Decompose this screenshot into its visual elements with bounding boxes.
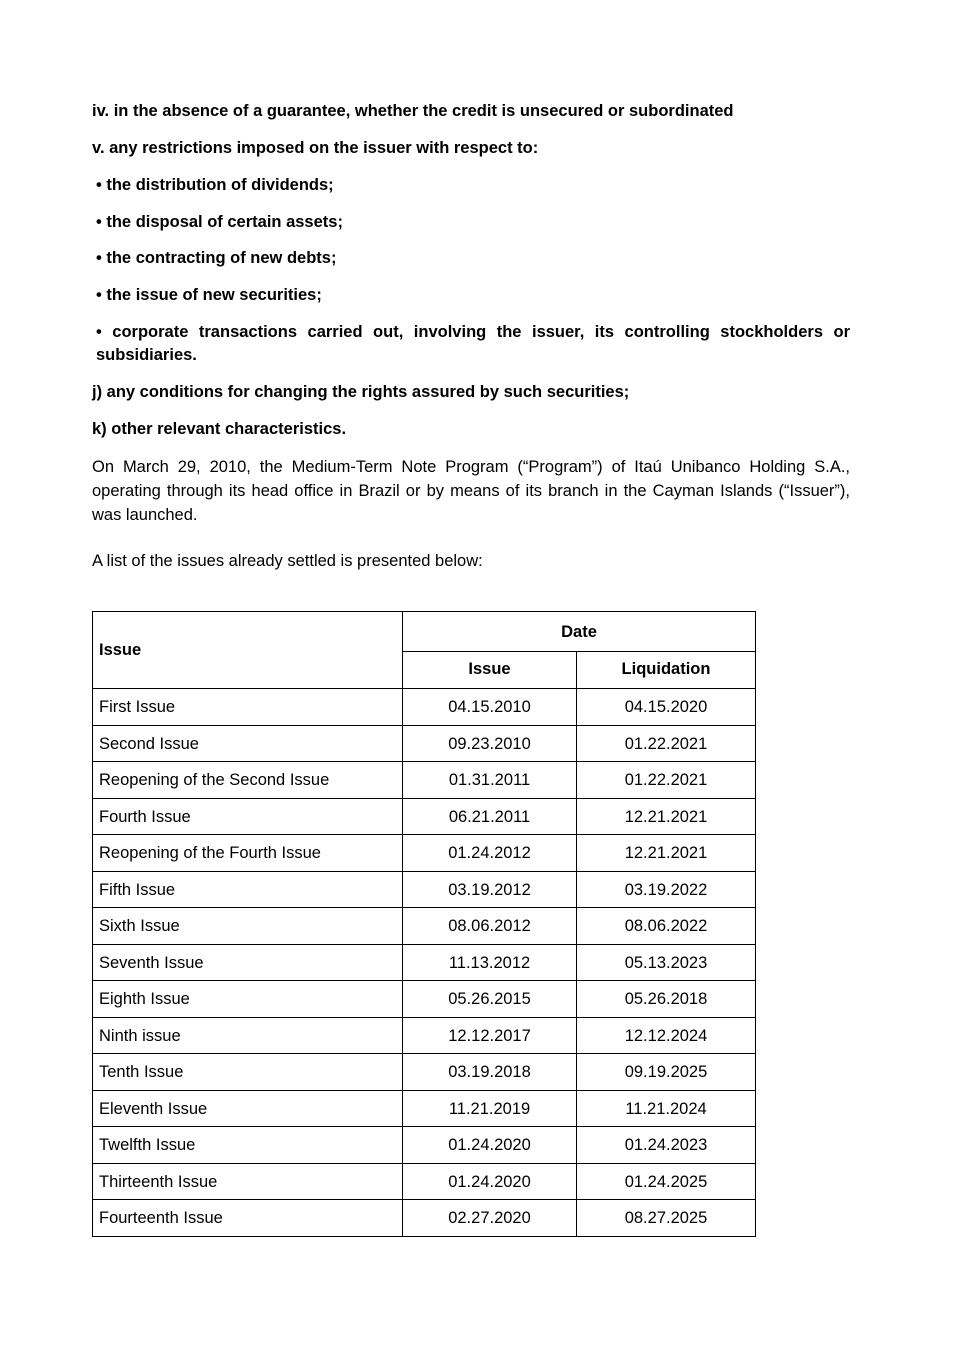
item-k: k) other relevant characteristics. <box>92 420 347 438</box>
table-row <box>93 1090 756 1127</box>
issue-date-cell: 03.19.2012 <box>403 871 577 908</box>
liquidation-date-cell: 12.21.2021 <box>577 835 756 872</box>
liquidation-date-cell: 04.15.2020 <box>577 689 756 726</box>
issue-name-cell: Eighth Issue <box>93 981 403 1018</box>
issue-name-cell: Fifth Issue <box>93 871 403 908</box>
issue-name-cell: Thirteenth Issue <box>93 1163 403 1200</box>
header-issue: Issue <box>93 612 403 689</box>
table-row <box>93 835 756 872</box>
liquidation-date-cell: 11.21.2024 <box>577 1090 756 1127</box>
list-intro: A list of the issues already settled is presented below: <box>92 552 483 570</box>
table-row <box>93 1163 756 1200</box>
table-row <box>93 871 756 908</box>
issue-date-cell: 03.19.2018 <box>403 1054 577 1091</box>
item-v: v. any restrictions imposed on the issuer with respect to: <box>92 139 539 157</box>
issue-date-cell: 01.24.2012 <box>403 835 577 872</box>
issue-date-cell: 01.24.2020 <box>403 1127 577 1164</box>
header-date: Date <box>403 612 756 652</box>
liquidation-date-cell: 03.19.2022 <box>577 871 756 908</box>
issue-name-cell: Reopening of the Fourth Issue <box>93 835 403 872</box>
liquidation-date-cell: 01.22.2021 <box>577 762 756 799</box>
table-row <box>93 725 756 762</box>
liquidation-date-cell: 09.19.2025 <box>577 1054 756 1091</box>
issue-name-cell: Sixth Issue <box>93 908 403 945</box>
issue-date-cell: 06.21.2011 <box>403 798 577 835</box>
liquidation-date-cell: 08.06.2022 <box>577 908 756 945</box>
issue-name-cell: Ninth issue <box>93 1017 403 1054</box>
issue-date-cell: 04.15.2010 <box>403 689 577 726</box>
table-row <box>93 798 756 835</box>
bullet-assets: • the disposal of certain assets; <box>96 213 343 231</box>
issue-name-cell: Seventh Issue <box>93 944 403 981</box>
header-date-issue: Issue <box>403 651 577 689</box>
liquidation-date-cell: 12.21.2021 <box>577 798 756 835</box>
table-body <box>93 689 756 1237</box>
liquidation-date-cell: 05.13.2023 <box>577 944 756 981</box>
table-row <box>93 1017 756 1054</box>
item-j: j) any conditions for changing the rights assured by such securities; <box>92 383 630 401</box>
issue-date-cell: 01.24.2020 <box>403 1163 577 1200</box>
table-row <box>93 981 756 1018</box>
bullet-corporate: • corporate transactions carried out, involving the issuer, its controlling stockholders or subsidiaries. <box>96 323 850 364</box>
issue-date-cell: 09.23.2010 <box>403 725 577 762</box>
liquidation-date-cell: 05.26.2018 <box>577 981 756 1018</box>
issue-name-cell: Second Issue <box>93 725 403 762</box>
issues-table <box>92 611 756 1237</box>
liquidation-date-cell: 01.24.2025 <box>577 1163 756 1200</box>
issue-date-cell: 11.21.2019 <box>403 1090 577 1127</box>
table-header-row <box>93 612 756 652</box>
liquidation-date-cell: 01.24.2023 <box>577 1127 756 1164</box>
item-iv: iv. in the absence of a guarantee, whether the credit is unsecured or subordinated <box>92 102 734 120</box>
liquidation-date-cell: 08.27.2025 <box>577 1200 756 1237</box>
table-row <box>93 908 756 945</box>
bullet-debts: • the contracting of new debts; <box>96 249 337 267</box>
issue-name-cell: Fourth Issue <box>93 798 403 835</box>
issue-date-cell: 05.26.2015 <box>403 981 577 1018</box>
issue-name-cell: Twelfth Issue <box>93 1127 403 1164</box>
issue-date-cell: 02.27.2020 <box>403 1200 577 1237</box>
table-row <box>93 762 756 799</box>
table-row <box>93 689 756 726</box>
program-paragraph: On March 29, 2010, the Medium-Term Note Program (“Program”) of Itaú Unibanco Holding S.A., operating through its head office in Brazil or by means of its branch in the Cayman Islands (“Issuer”), was launched. <box>92 458 850 524</box>
header-date-liquidation: Liquidation <box>577 651 756 689</box>
table-row <box>93 944 756 981</box>
issue-name-cell: Fourteenth Issue <box>93 1200 403 1237</box>
issue-date-cell: 08.06.2012 <box>403 908 577 945</box>
liquidation-date-cell: 12.12.2024 <box>577 1017 756 1054</box>
liquidation-date-cell: 01.22.2021 <box>577 725 756 762</box>
issue-name-cell: First Issue <box>93 689 403 726</box>
table-row <box>93 1054 756 1091</box>
issue-name-cell: Eleventh Issue <box>93 1090 403 1127</box>
bullet-dividends: • the distribution of dividends; <box>96 176 334 194</box>
table-row <box>93 1127 756 1164</box>
issue-date-cell: 11.13.2012 <box>403 944 577 981</box>
issue-name-cell: Tenth Issue <box>93 1054 403 1091</box>
issue-date-cell: 01.31.2011 <box>403 762 577 799</box>
issue-date-cell: 12.12.2017 <box>403 1017 577 1054</box>
issue-name-cell: Reopening of the Second Issue <box>93 762 403 799</box>
bullet-securities: • the issue of new securities; <box>96 286 322 304</box>
table-row <box>93 1200 756 1237</box>
